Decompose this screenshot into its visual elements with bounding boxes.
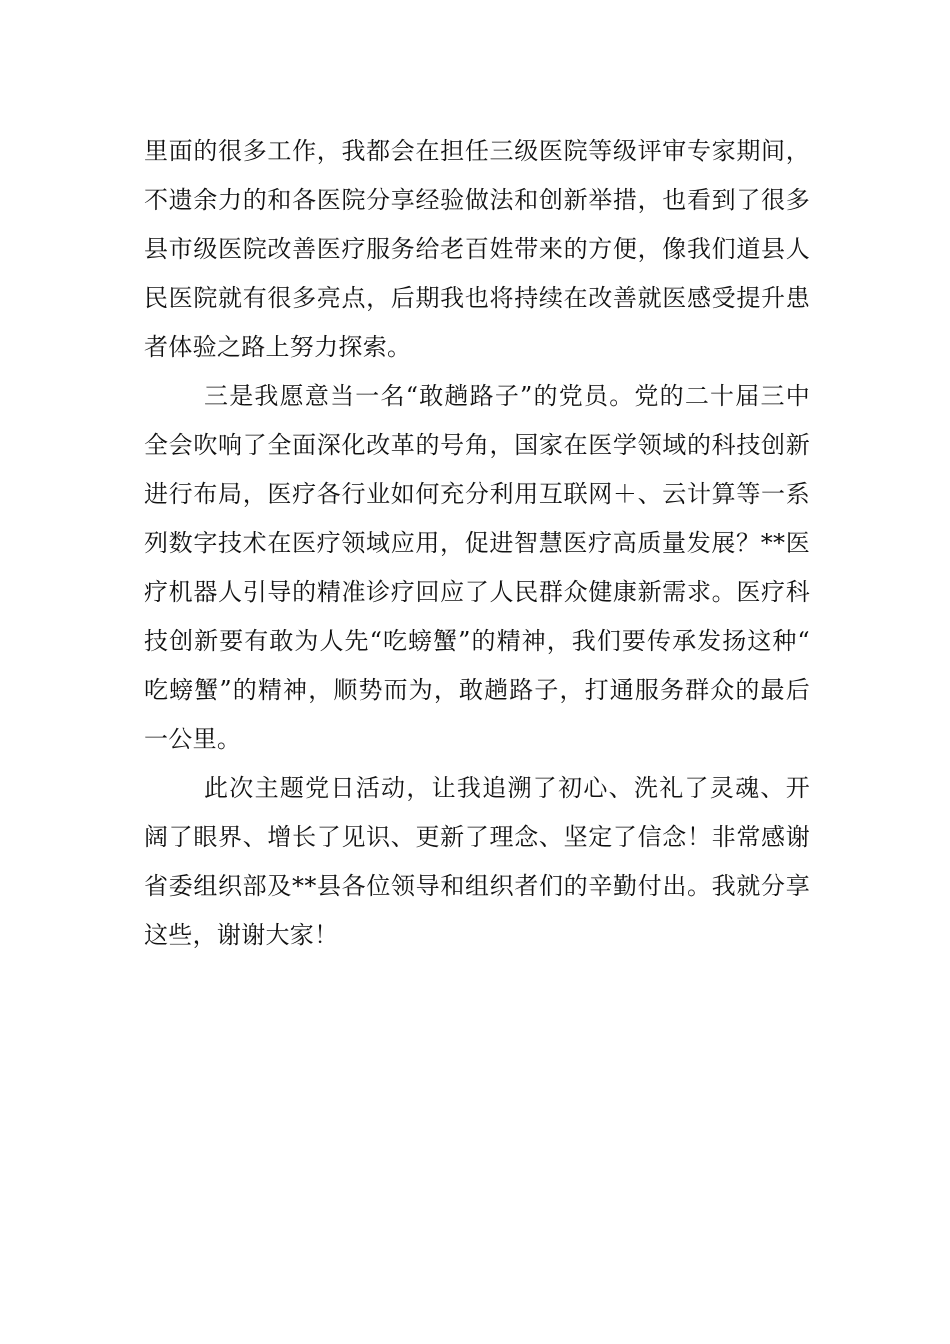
- paragraph-continuation: 里面的很多工作，我都会在担任三级医院等级评审专家期间，不遗余力的和各医院分享经验做法和创新举措，也看到了很多县市级医院改善医疗服务给老百姓带来的方便，像我们道县人民医院就有很多亮点，后期我也将持续在改善就医感受提升患者体验之路上努力探索。: [144, 137, 810, 361]
- paragraph-point-three: 三是我愿意当一名“敢趟路子”的党员。党的二十届三中全会吹响了全面深化改革的号角，国家在医学领域的科技创新进行布局，医疗各行业如何充分利用互联网＋、云计算等一系列数字技术在医疗领域应用，促进智慧医疗高质量发展？**医疗机器人引导的精准诊疗回应了人民群众健康新需求。医疗科技创新要有敢为人先“吃螃蟹”的精神，我们要传承发扬这种“吃螃蟹”的精神，顺势而为，敢趟路子，打通服务群众的最后一公里。: [144, 382, 810, 753]
- document-body: [144, 127, 810, 960]
- paragraph-closing: 此次主题党日活动，让我追溯了初心、洗礼了灵魂、开阔了眼界、增长了见识、更新了理念、坚定了信念！非常感谢省委组织部及**县各位领导和组织者们的辛勤付出。我就分享这些，谢谢大家！: [144, 774, 810, 949]
